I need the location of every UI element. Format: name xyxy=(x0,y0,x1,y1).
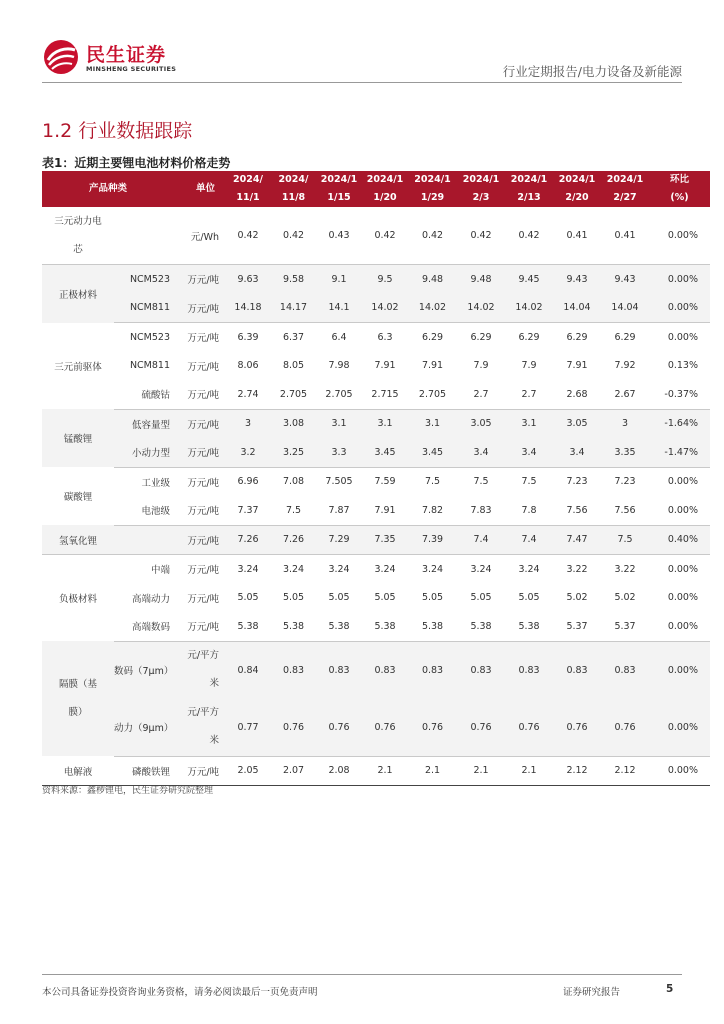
unit-cell: 万元/吨 xyxy=(174,409,225,438)
price-cell: 6.29 xyxy=(553,323,601,352)
price-cell: 7.08 xyxy=(271,467,316,496)
column-header: 单位 xyxy=(174,171,225,207)
table-row xyxy=(42,352,710,381)
table-row xyxy=(42,207,710,265)
price-cell: 5.05 xyxy=(271,584,316,613)
table-row xyxy=(42,438,710,467)
price-cell: 2.12 xyxy=(601,756,649,786)
price-cell: 7.26 xyxy=(225,525,271,555)
price-cell: 7.91 xyxy=(553,352,601,381)
price-cell: 0.77 xyxy=(225,699,271,757)
price-cell: 7.9 xyxy=(505,352,553,381)
category-cell: 锰酸锂 xyxy=(42,409,114,467)
price-cell: 5.38 xyxy=(225,612,271,641)
subcategory-cell: 工业级 xyxy=(114,467,174,496)
table-row xyxy=(42,525,710,555)
price-cell: 7.47 xyxy=(553,525,601,555)
price-cell: 3.08 xyxy=(271,409,316,438)
subcategory-cell: 高端数码 xyxy=(114,612,174,641)
company-logo xyxy=(42,38,182,78)
subcategory-cell: NCM811 xyxy=(114,352,174,381)
page-number: 5 xyxy=(666,983,674,995)
price-cell: 9.45 xyxy=(505,265,553,294)
price-cell: 7.83 xyxy=(457,496,505,525)
price-cell: 3.1 xyxy=(408,409,457,438)
category-cell: 三元动力电 芯 xyxy=(42,207,114,265)
header-divider xyxy=(42,82,682,83)
price-cell: 3.4 xyxy=(457,438,505,467)
price-cell: 0.83 xyxy=(601,641,649,699)
subcategory-cell: 高端动力 xyxy=(114,584,174,613)
unit-cell: 元/平方 米 xyxy=(174,641,225,699)
price-cell: 2.1 xyxy=(362,756,408,786)
column-header: 2024/1 2/27 xyxy=(601,171,649,207)
price-cell: 7.5 xyxy=(408,467,457,496)
price-cell: 0.42 xyxy=(362,207,408,265)
price-cell: 6.39 xyxy=(225,323,271,352)
column-header: 2024/ 11/8 xyxy=(271,171,316,207)
column-header: 2024/1 2/20 xyxy=(553,171,601,207)
table-row xyxy=(42,265,710,294)
price-cell: 3.35 xyxy=(601,438,649,467)
price-cell: 14.18 xyxy=(225,294,271,323)
section-title: 1.2 行业数据跟踪 xyxy=(42,120,193,142)
unit-cell: 元/平方 米 xyxy=(174,699,225,757)
price-cell: 0.83 xyxy=(457,641,505,699)
price-cell: 2.05 xyxy=(225,756,271,786)
table-row xyxy=(42,294,710,323)
price-cell: 2.12 xyxy=(553,756,601,786)
price-cell: 3.05 xyxy=(553,409,601,438)
header-row xyxy=(42,171,710,207)
table-row xyxy=(42,496,710,525)
price-cell: 7.23 xyxy=(553,467,601,496)
price-cell: 6.4 xyxy=(316,323,362,352)
price-cell: 2.715 xyxy=(362,380,408,409)
price-cell: 3.22 xyxy=(553,555,601,584)
price-cell: 9.43 xyxy=(601,265,649,294)
price-cell: 0.42 xyxy=(457,207,505,265)
subcategory-cell: 动力（9μm） xyxy=(114,699,174,757)
price-cell: 14.02 xyxy=(408,294,457,323)
price-cell: 8.05 xyxy=(271,352,316,381)
subcategory-cell: 低容量型 xyxy=(114,409,174,438)
price-cell: 9.5 xyxy=(362,265,408,294)
price-cell: 7.98 xyxy=(316,352,362,381)
price-cell: 5.05 xyxy=(408,584,457,613)
price-cell: 7.91 xyxy=(362,352,408,381)
report-type: 行业定期报告/电力设备及新能源 xyxy=(502,64,682,79)
price-cell: 3 xyxy=(601,409,649,438)
price-cell: 6.29 xyxy=(601,323,649,352)
price-cell: 0.76 xyxy=(457,699,505,757)
subcategory-cell: 电池级 xyxy=(114,496,174,525)
footer-divider xyxy=(42,974,682,975)
price-cell: 2.74 xyxy=(225,380,271,409)
price-cell: 2.68 xyxy=(553,380,601,409)
price-cell: 7.39 xyxy=(408,525,457,555)
price-cell: 3.24 xyxy=(316,555,362,584)
price-cell: 2.1 xyxy=(408,756,457,786)
price-cell: 3.45 xyxy=(362,438,408,467)
price-cell: 0.41 xyxy=(553,207,601,265)
price-cell: 5.05 xyxy=(362,584,408,613)
price-cell: 2.08 xyxy=(316,756,362,786)
unit-cell: 万元/吨 xyxy=(174,467,225,496)
price-cell: 9.48 xyxy=(408,265,457,294)
price-cell: 2.705 xyxy=(271,380,316,409)
price-cell: 5.05 xyxy=(457,584,505,613)
price-cell: 3.22 xyxy=(601,555,649,584)
price-cell: 7.4 xyxy=(505,525,553,555)
unit-cell: 万元/吨 xyxy=(174,294,225,323)
table-body xyxy=(42,207,710,786)
category-cell: 三元前驱体 xyxy=(42,323,114,410)
change-cell: 0.00% xyxy=(649,555,710,584)
table-row xyxy=(42,584,710,613)
table-row xyxy=(42,641,710,699)
price-cell: 7.29 xyxy=(316,525,362,555)
price-cell: 9.43 xyxy=(553,265,601,294)
price-cell: 2.7 xyxy=(505,380,553,409)
price-cell: 5.38 xyxy=(457,612,505,641)
price-cell: 6.29 xyxy=(505,323,553,352)
change-cell: 0.00% xyxy=(649,323,710,352)
price-cell: 7.56 xyxy=(553,496,601,525)
unit-cell: 元/Wh xyxy=(174,207,225,265)
price-cell: 5.38 xyxy=(505,612,553,641)
table-title: 表1：近期主要锂电池材料价格走势 xyxy=(42,156,231,170)
price-cell: 2.07 xyxy=(271,756,316,786)
price-cell: 5.05 xyxy=(316,584,362,613)
price-cell: 0.76 xyxy=(362,699,408,757)
subcategory-cell: 小动力型 xyxy=(114,438,174,467)
price-cell: 0.41 xyxy=(601,207,649,265)
price-cell: 3.45 xyxy=(408,438,457,467)
price-cell: 7.91 xyxy=(408,352,457,381)
column-header: 2024/ 11/1 xyxy=(225,171,271,207)
unit-cell: 万元/吨 xyxy=(174,525,225,555)
price-cell: 7.505 xyxy=(316,467,362,496)
price-cell: 3.25 xyxy=(271,438,316,467)
price-cell: 5.02 xyxy=(601,584,649,613)
price-cell: 0.84 xyxy=(225,641,271,699)
price-cell: 7.5 xyxy=(271,496,316,525)
price-cell: 5.02 xyxy=(553,584,601,613)
price-cell: 6.37 xyxy=(271,323,316,352)
price-cell: 6.29 xyxy=(457,323,505,352)
price-cell: 5.38 xyxy=(271,612,316,641)
price-cell: 7.35 xyxy=(362,525,408,555)
price-cell: 0.76 xyxy=(408,699,457,757)
price-cell: 0.83 xyxy=(408,641,457,699)
price-cell: 6.96 xyxy=(225,467,271,496)
change-cell: 0.40% xyxy=(649,525,710,555)
page-header xyxy=(0,0,724,86)
change-cell: -1.47% xyxy=(649,438,710,467)
change-cell: 0.00% xyxy=(649,584,710,613)
price-cell: 6.29 xyxy=(408,323,457,352)
price-cell: 3.2 xyxy=(225,438,271,467)
unit-cell: 万元/吨 xyxy=(174,352,225,381)
unit-cell: 万元/吨 xyxy=(174,323,225,352)
price-cell: 7.87 xyxy=(316,496,362,525)
price-cell: 2.7 xyxy=(457,380,505,409)
price-cell: 7.82 xyxy=(408,496,457,525)
price-cell: 14.02 xyxy=(457,294,505,323)
price-cell: 0.76 xyxy=(271,699,316,757)
price-cell: 5.38 xyxy=(408,612,457,641)
price-cell: 0.76 xyxy=(316,699,362,757)
price-cell: 0.83 xyxy=(505,641,553,699)
footer-report-label: 证券研究报告 xyxy=(563,987,621,998)
minsheng-logo-icon xyxy=(42,38,80,76)
price-cell: 7.56 xyxy=(601,496,649,525)
price-cell: 0.42 xyxy=(225,207,271,265)
price-cell: 3.4 xyxy=(505,438,553,467)
column-header: 环比 (%) xyxy=(649,171,710,207)
price-cell: 5.38 xyxy=(316,612,362,641)
price-cell: 3.4 xyxy=(553,438,601,467)
price-cell: 2.705 xyxy=(408,380,457,409)
change-cell: -0.37% xyxy=(649,380,710,409)
price-cell: 3.24 xyxy=(225,555,271,584)
price-cell: 0.42 xyxy=(271,207,316,265)
subcategory-cell: 数码（7μm） xyxy=(114,641,174,699)
column-header: 2024/1 2/13 xyxy=(505,171,553,207)
subcategory-cell: NCM523 xyxy=(114,265,174,294)
price-cell: 3 xyxy=(225,409,271,438)
source-note: 资料来源：鑫椤锂电，民生证券研究院整理 xyxy=(42,786,214,796)
change-cell: 0.00% xyxy=(649,207,710,265)
subcategory-cell xyxy=(114,207,174,265)
price-cell: 14.04 xyxy=(553,294,601,323)
price-cell: 3.1 xyxy=(362,409,408,438)
price-cell: 0.83 xyxy=(362,641,408,699)
price-cell: 9.1 xyxy=(316,265,362,294)
category-cell: 隔膜（基 膜） xyxy=(42,641,114,756)
logo-chinese-name: 民生证券 xyxy=(86,44,167,66)
change-cell: 0.00% xyxy=(649,612,710,641)
table-row xyxy=(42,409,710,438)
price-cell: 6.3 xyxy=(362,323,408,352)
unit-cell: 万元/吨 xyxy=(174,756,225,786)
price-cell: 0.83 xyxy=(553,641,601,699)
change-cell: 0.00% xyxy=(649,641,710,699)
subcategory-cell: 磷酸铁锂 xyxy=(114,756,174,786)
subcategory-cell: 中端 xyxy=(114,555,174,584)
column-header: 2024/1 2/3 xyxy=(457,171,505,207)
price-cell: 7.4 xyxy=(457,525,505,555)
category-cell: 负极材料 xyxy=(42,555,114,642)
price-cell: 3.1 xyxy=(316,409,362,438)
footer-disclaimer: 本公司具备证券投资咨询业务资格，请务必阅读最后一页免责声明 xyxy=(42,987,318,998)
price-cell: 2.67 xyxy=(601,380,649,409)
category-cell: 碳酸锂 xyxy=(42,467,114,525)
price-cell: 2.705 xyxy=(316,380,362,409)
change-cell: 0.00% xyxy=(649,756,710,786)
price-cell: 0.83 xyxy=(271,641,316,699)
price-cell: 0.76 xyxy=(505,699,553,757)
price-cell: 14.02 xyxy=(362,294,408,323)
price-cell: 3.24 xyxy=(457,555,505,584)
column-header: 产品种类 xyxy=(42,171,174,207)
price-cell: 5.05 xyxy=(505,584,553,613)
price-cell: 14.17 xyxy=(271,294,316,323)
subcategory-cell xyxy=(114,525,174,555)
price-cell: 7.5 xyxy=(505,467,553,496)
price-cell: 14.1 xyxy=(316,294,362,323)
category-cell: 氢氧化锂 xyxy=(42,525,114,555)
unit-cell: 万元/吨 xyxy=(174,438,225,467)
price-cell: 3.24 xyxy=(408,555,457,584)
price-cell: 7.5 xyxy=(601,525,649,555)
unit-cell: 万元/吨 xyxy=(174,584,225,613)
price-cell: 7.91 xyxy=(362,496,408,525)
price-cell: 5.37 xyxy=(553,612,601,641)
price-cell: 7.59 xyxy=(362,467,408,496)
price-cell: 0.42 xyxy=(408,207,457,265)
price-cell: 3.1 xyxy=(505,409,553,438)
price-cell: 0.42 xyxy=(505,207,553,265)
price-cell: 7.5 xyxy=(457,467,505,496)
unit-cell: 万元/吨 xyxy=(174,265,225,294)
unit-cell: 万元/吨 xyxy=(174,380,225,409)
price-cell: 8.06 xyxy=(225,352,271,381)
price-cell: 3.05 xyxy=(457,409,505,438)
price-cell: 3.24 xyxy=(505,555,553,584)
change-cell: 0.00% xyxy=(649,699,710,757)
column-header: 2024/1 1/29 xyxy=(408,171,457,207)
price-cell: 7.9 xyxy=(457,352,505,381)
price-cell: 2.1 xyxy=(505,756,553,786)
change-cell: 0.00% xyxy=(649,496,710,525)
price-cell: 9.63 xyxy=(225,265,271,294)
table-row xyxy=(42,380,710,409)
price-cell: 7.26 xyxy=(271,525,316,555)
price-cell: 14.04 xyxy=(601,294,649,323)
price-cell: 3.24 xyxy=(271,555,316,584)
table-row xyxy=(42,756,710,786)
table-row xyxy=(42,323,710,352)
unit-cell: 万元/吨 xyxy=(174,555,225,584)
price-cell: 5.37 xyxy=(601,612,649,641)
unit-cell: 万元/吨 xyxy=(174,612,225,641)
column-header: 2024/1 1/20 xyxy=(362,171,408,207)
price-cell: 9.58 xyxy=(271,265,316,294)
table-row xyxy=(42,699,710,757)
price-cell: 14.02 xyxy=(505,294,553,323)
price-cell: 3.3 xyxy=(316,438,362,467)
price-cell: 9.48 xyxy=(457,265,505,294)
category-cell: 正极材料 xyxy=(42,265,114,323)
column-header: 2024/1 1/15 xyxy=(316,171,362,207)
change-cell: 0.13% xyxy=(649,352,710,381)
price-cell: 5.38 xyxy=(362,612,408,641)
price-cell: 7.92 xyxy=(601,352,649,381)
price-cell: 0.83 xyxy=(316,641,362,699)
price-cell: 5.05 xyxy=(225,584,271,613)
change-cell: -1.64% xyxy=(649,409,710,438)
price-cell: 3.24 xyxy=(362,555,408,584)
price-cell: 7.8 xyxy=(505,496,553,525)
price-cell: 0.76 xyxy=(553,699,601,757)
category-cell: 电解液 xyxy=(42,756,114,786)
price-cell: 7.23 xyxy=(601,467,649,496)
table-row xyxy=(42,612,710,641)
price-cell: 0.43 xyxy=(316,207,362,265)
price-cell: 2.1 xyxy=(457,756,505,786)
table-header xyxy=(42,171,710,207)
price-table xyxy=(42,171,710,786)
change-cell: 0.00% xyxy=(649,294,710,323)
table-row xyxy=(42,467,710,496)
table-row xyxy=(42,555,710,584)
subcategory-cell: NCM811 xyxy=(114,294,174,323)
change-cell: 0.00% xyxy=(649,265,710,294)
change-cell: 0.00% xyxy=(649,467,710,496)
price-cell: 7.37 xyxy=(225,496,271,525)
subcategory-cell: 硫酸钴 xyxy=(114,380,174,409)
subcategory-cell: NCM523 xyxy=(114,323,174,352)
price-cell: 0.76 xyxy=(601,699,649,757)
unit-cell: 万元/吨 xyxy=(174,496,225,525)
logo-english-name: MINSHENG SECURITIES xyxy=(86,65,177,73)
